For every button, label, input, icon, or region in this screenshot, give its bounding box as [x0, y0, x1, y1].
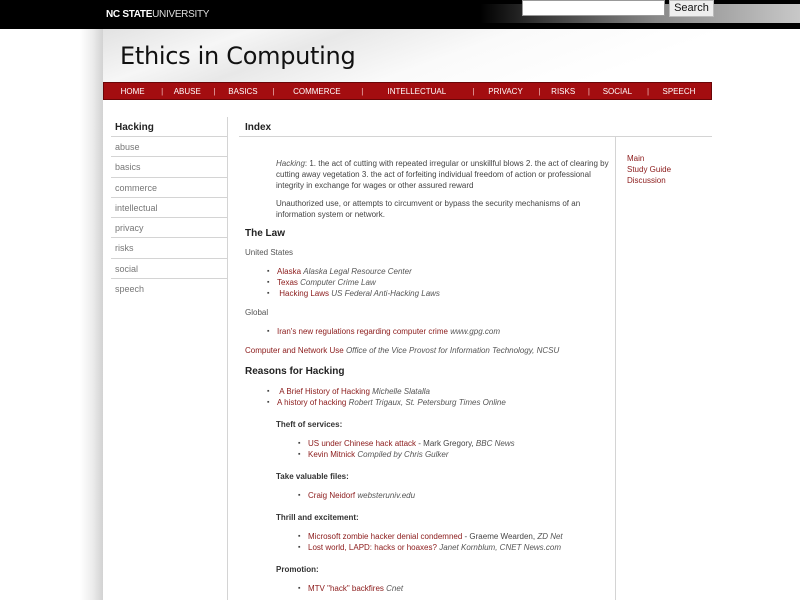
link-history-of-hacking[interactable]: A history of hacking: [277, 398, 347, 407]
top-bar: [0, 0, 800, 29]
definition-2: Unauthorized use, or attempts to circumvent or bypass the security mechanisms of an information system or network.: [276, 199, 581, 219]
source: Janet Kornblum, CNET News.com: [439, 543, 562, 552]
files-list: [245, 490, 610, 501]
index-heading: Index: [245, 122, 272, 133]
sidebar-item-social[interactable]: social: [111, 259, 227, 279]
link-mtv-hack[interactable]: MTV "hack" backfires: [308, 584, 384, 593]
source: Michelle Slatalla: [372, 387, 430, 396]
link-brief-history[interactable]: A Brief History of Hacking: [279, 387, 370, 396]
source: US Federal Anti-Hacking Laws: [331, 289, 440, 298]
computer-network-use: [245, 346, 610, 355]
sidebar-item-intellectual[interactable]: intellectual: [111, 198, 227, 218]
list-item: [267, 326, 610, 337]
source: Cnet: [386, 584, 404, 593]
sidebar-item-abuse[interactable]: abuse: [111, 137, 227, 157]
search-input[interactable]: [522, 0, 665, 16]
source: www.gpg.com: [450, 327, 500, 336]
theft-list: [245, 438, 610, 460]
source: websteruniv.edu: [357, 491, 416, 500]
banner: [103, 29, 800, 82]
list-item: [298, 531, 610, 542]
link-alaska[interactable]: Alaska: [277, 267, 302, 276]
nav-home[interactable]: HOME: [120, 86, 145, 96]
subheading-theft: Theft of services:: [276, 420, 343, 429]
subheading-promotion: Promotion:: [276, 565, 319, 574]
promotion-list: [245, 583, 610, 594]
sidebar-heading: Hacking: [111, 117, 227, 137]
source: Compiled by Chris Gulker: [357, 450, 449, 459]
link-iran-regulations[interactable]: Iran's new regulations regarding computer crime: [277, 327, 448, 336]
list-item: [298, 583, 610, 594]
search-button[interactable]: Search: [669, 0, 714, 17]
brand-bold: NC STATE: [106, 9, 153, 20]
source: BBC News: [475, 439, 515, 448]
list-item: [267, 266, 610, 277]
us-law-list: [245, 266, 610, 299]
right-links: [627, 153, 671, 186]
source: Robert Trigaux, St. Petersburg Times Online: [348, 398, 506, 407]
list-item: [298, 490, 610, 501]
right-column-divider: [615, 137, 616, 600]
author: - Graeme Wearden,: [462, 532, 538, 541]
list-item: [267, 288, 610, 299]
link-microsoft-zombie[interactable]: Microsoft zombie hacker denial condemned: [308, 532, 463, 541]
sidebar-item-risks[interactable]: risks: [111, 238, 227, 258]
page-panel: [103, 29, 800, 600]
divider: [239, 136, 712, 137]
main-nav: HOME | ABUSE | BASICS | COMMERCE | INTELLECTUAL | PRIVACY | RISKS | SOCIAL | SPEECH: [103, 82, 712, 100]
link-us-chinese-hack[interactable]: US under Chinese hack attack: [308, 439, 417, 448]
main-content: [245, 158, 610, 594]
author: - Mark Gregory,: [416, 439, 476, 448]
nav-commerce[interactable]: COMMERCE: [293, 86, 341, 96]
nav-basics[interactable]: BASICS: [228, 86, 258, 96]
nav-speech[interactable]: SPEECH: [662, 86, 696, 96]
left-shadow: [80, 29, 103, 600]
nav-intellectual[interactable]: INTELLECTUAL: [387, 86, 447, 96]
thrill-list: [245, 531, 610, 553]
link-study-guide[interactable]: Study Guide: [627, 165, 672, 174]
source: Computer Crime Law: [300, 278, 376, 287]
list-item: [267, 397, 610, 408]
definition-term: Hacking: [276, 159, 305, 168]
list-item: [267, 386, 610, 397]
global-law-list: [245, 326, 610, 337]
definition-text: : 1. the act of cutting with repeated irregular or unskillful blows 2. the act of clearing by cutting away vegetation 3. the act of forfeiting individual freedom of action or professional integrity in exchange for wages or other assured reward: [276, 159, 609, 190]
list-item: [298, 438, 610, 449]
subheading-files: Take valuable files:: [276, 472, 349, 481]
link-computer-network-use[interactable]: Computer and Network Use: [245, 346, 344, 355]
sidebar-item-speech[interactable]: speech: [115, 284, 145, 295]
link-main[interactable]: Main: [627, 154, 645, 163]
brand-light: UNIVERSITY: [152, 9, 210, 20]
us-label: United States: [245, 248, 294, 257]
link-hacking-laws[interactable]: Hacking Laws: [279, 289, 330, 298]
link-kevin-mitnick[interactable]: Kevin Mitnick: [308, 450, 356, 459]
sidebar-item-privacy[interactable]: privacy: [111, 218, 227, 238]
list-item: [298, 542, 610, 553]
subheading-thrill: Thrill and excitement:: [276, 513, 359, 522]
nav-risks[interactable]: RISKS: [551, 86, 576, 96]
list-item: [267, 277, 610, 288]
source: Office of the Vice Provost for Information Technology, NCSU: [345, 346, 560, 355]
source: ZD Net: [537, 532, 563, 541]
sidebar: [111, 117, 228, 600]
site-title[interactable]: Ethics in Computing: [120, 42, 356, 70]
nav-privacy[interactable]: PRIVACY: [488, 86, 523, 96]
link-lost-world-lapd[interactable]: Lost world, LAPD: hacks or hoaxes?: [308, 543, 437, 552]
link-texas[interactable]: Texas: [277, 278, 298, 287]
list-item: [298, 449, 610, 460]
definition: [276, 158, 610, 191]
sidebar-item-basics[interactable]: basics: [111, 157, 227, 177]
section-heading-law: The Law: [245, 228, 286, 239]
global-label: Global: [245, 308, 269, 317]
section-heading-reasons: Reasons for Hacking: [245, 366, 345, 377]
sidebar-item-commerce[interactable]: commerce: [111, 178, 227, 198]
nav-social[interactable]: SOCIAL: [602, 86, 633, 96]
reasons-list: [245, 386, 610, 408]
link-discussion[interactable]: Discussion: [627, 176, 666, 185]
nav-abuse[interactable]: ABUSE: [173, 86, 201, 96]
ncsu-logo[interactable]: [106, 9, 209, 20]
link-craig-neidorf[interactable]: Craig Neidorf: [308, 491, 356, 500]
source: Alaska Legal Resource Center: [303, 267, 412, 276]
